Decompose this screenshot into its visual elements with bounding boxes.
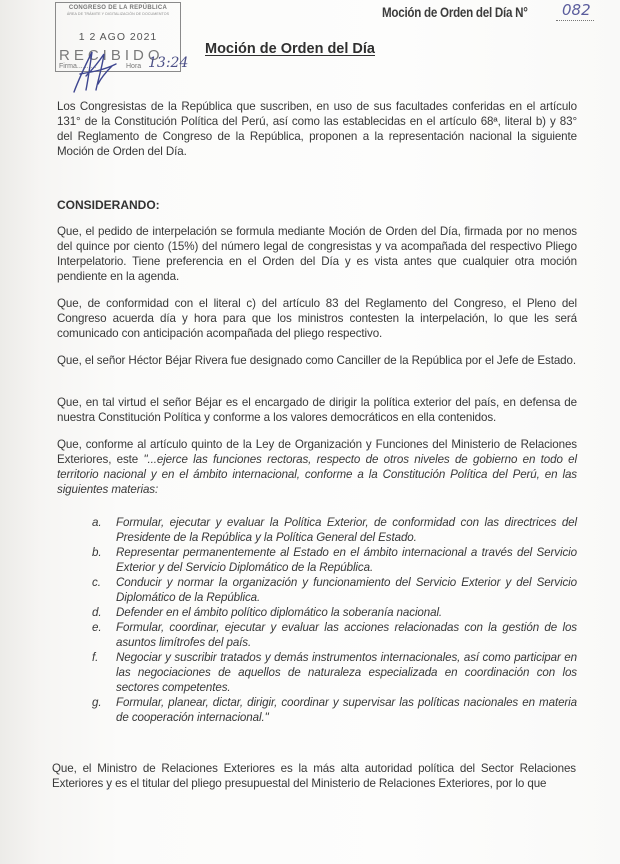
list-item [92, 620, 577, 650]
stamp-signature-label: Firma.......... [59, 63, 97, 70]
stamp-date: 1 2 AGO 2021 [78, 31, 158, 43]
list-item [92, 515, 577, 545]
motion-number-underline [556, 20, 594, 21]
intro-paragraph: Los Congresistas de la República que suscriben, en uso de sus facultades conferidas en el artículo 131° de la Constitución Política del Perú, así como las establecidas en el artículo 68ª, literal b) y 83° del Reglamento de Congreso de la República, proponen a la representación nacional la siguiente Moción de Orden del Día. [57, 100, 577, 158]
list-marker: a. [92, 516, 102, 529]
list-item [92, 575, 577, 605]
list-item-text: Formular, planear, dictar, dirigir, coordinar y supervisar las políticas nacionales en materia de cooperación internacional." [116, 696, 577, 724]
list-item-text: Conducir y normar la organización y funcionamiento del Servicio Exterior y del Servicio Diplomático de la República. [116, 576, 577, 604]
list-marker: b. [92, 546, 102, 559]
law-lead-text: Que, conforme al artículo quinto de la Ley de Organización y Funciones del Ministerio de Relaciones Exteriores, este [57, 438, 577, 466]
list-marker: f. [92, 651, 99, 664]
list-item [92, 605, 577, 620]
list-marker: g. [92, 696, 102, 709]
list-marker: e. [92, 621, 102, 634]
paragraph-law [57, 437, 577, 497]
list-item-text: Negociar y suscribir tratados y demás instrumentos internacionales, así como participar en las negociaciones de aquellos de naturaleza especializada en coordinación con los sectores competentes. [116, 651, 577, 694]
paragraph-interpellation: Que, el pedido de interpelación se formula mediante Moción de Orden del Día, firmada por no menos del quince por ciento (15%) del número legal de congresistas y va acompañada del respectivo Pliego Interpelatorio. Tiene preferencia en el Orden del Día y es vista antes que cualquier otra moción pendiente en la agenda. [57, 225, 577, 283]
handwritten-signature-icon [68, 46, 128, 96]
functions-list [92, 515, 577, 725]
paragraph-designation: Que, el señor Héctor Béjar Rivera fue designado como Canciller de la República por el Jefe de Estado. [57, 354, 576, 367]
list-marker: c. [92, 576, 101, 589]
paragraph-foreign-policy: Que, en tal virtud el señor Béjar es el encargado de dirigir la política exterior del país, en defensa de nuestra Constitución Política y conforme a los valores democráticos en ella contenidos. [57, 396, 577, 424]
list-marker: d. [92, 606, 102, 619]
list-item-text: Representar permanentemente al Estado en el ámbito internacional a través del Servicio Exterior y del Servicio Diplomático de la República. [116, 546, 577, 574]
stamp-received-label: RECIBIDO [59, 47, 164, 64]
stamp-organization: CONGRESO DE LA REPÚBLICA [68, 5, 168, 11]
list-item-text: Formular, coordinar, ejecutar y evaluar las acciones relacionadas con la gestión de los asuntos limítrofes del país. [116, 621, 577, 649]
list-item-text: Formular, ejecutar y evaluar la Política Exterior, de conformidad con las directrices del Presidente de la República y la Política General del Estado. [116, 516, 577, 544]
list-item [92, 695, 577, 725]
law-quote-text: "...ejerce las funciones rectoras, respecto de otros niveles de gobierno en todo el territorio nacional y en el ámbito internacional, conforme a la Constitución Política del Perú, en las siguientes materias: [57, 453, 577, 496]
stamp-time-label: Hora [126, 63, 142, 70]
paragraph-minister-authority: Que, el Ministro de Relaciones Exteriores es la más alta autoridad política del Sector Relaciones Exteriores y es el titular del pliego presupuestal del Ministerio de Relaciones Exteriores, por lo que [52, 762, 576, 790]
stamp-department: ÁREA DE TRÁMITE Y DIGITALIZACIÓN DE DOCUMENTOS [66, 12, 170, 16]
paragraph-reglamento: Que, de conformidad con el literal c) del artículo 83 del Reglamento del Congreso, el Pleno del Congreso acuerda día y hora para que los ministros contesten la interpelación, lo que les será comunicado con anticipación acompañada del pliego respectivo. [57, 297, 577, 340]
motion-number-label: Moción de Orden del Día N° [382, 5, 528, 20]
motion-number-value: 082 [562, 1, 591, 19]
document-title: Moción de Orden del Día [205, 41, 375, 57]
list-item-text: Defender en el ámbito político diplomático la soberanía nacional. [116, 606, 443, 619]
stamp-time-value: 13:24 [148, 55, 189, 71]
list-item [92, 545, 577, 575]
considerando-heading: CONSIDERANDO: [57, 198, 160, 212]
list-item [92, 650, 577, 695]
